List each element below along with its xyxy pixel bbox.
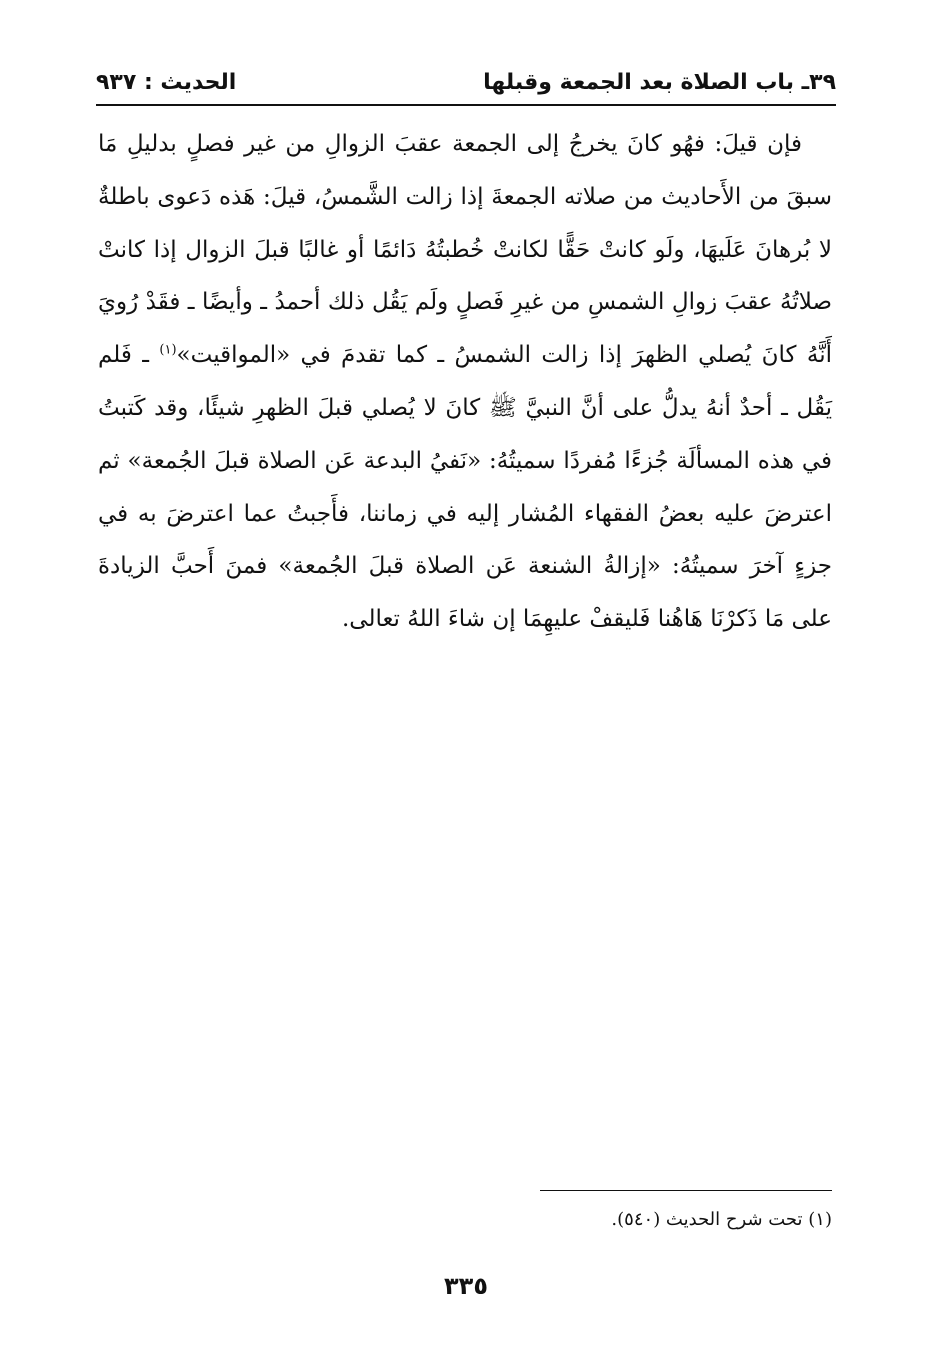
main-text	[98, 118, 832, 646]
page-number: ٣٣٥	[444, 1272, 488, 1300]
hadith-number: الحديث : ٩٣٧	[96, 69, 237, 95]
footnote: (١) تحت شرح الحديث (٥٤٠).	[611, 1209, 832, 1230]
footnote-reference: (١)	[159, 342, 177, 358]
body-paragraph	[98, 118, 832, 646]
page-header	[96, 62, 836, 102]
chapter-title: ٣٩ـ باب الصلاة بعد الجمعة وقبلها	[483, 69, 836, 95]
footnote-divider	[540, 1190, 832, 1191]
body-text-part-2: ـ فَلم يَقُل ـ أحدٌ أنهُ يدلُّ على أنَّ النبيَّ ﷺ كانَ لا يُصلي قبلَ الظهرِ شيئًا، وقد كَتبتُ في هذه المسألَة جُزءًا مُفردًا سميتُهُ: «نَفيُ البدعة عَن الصلاة قبلَ الجُمعة» ثم اعترضَ عليه بعضُ الفقهاء المُشار إليه في زماننا، فأَجبتُ عما اعترضَ به في جزءٍ آخرَ سميتُهُ: «إزالةُ الشنعة عَن الصلاة قبلَ الجُمعة» فمنَ أَحبَّ الزيادةَ على مَا ذَكرْنَا هَاهُنا فَليقفْ عليهِمَا إن شاءَ اللهُ تعالى.	[98, 342, 832, 633]
body-text-part-1: فإن قيلَ: فهُو كانَ يخرجُ إلى الجمعة عقبَ الزوالِ من غير فصلٍ بدليلِ مَا سبقَ من الأَحاديث من صلاته الجمعةَ إذا زالت الشَّمسُ، قيلَ: هَذه دَعوى باطلةٌ لا بُرهانَ عَلَيهَا، ولَو كانتْ حَقًّا لكانتْ خُطبتُهُ دَائمًا أو غالبًا قبلَ الزوال إذا كانتْ صلاتُهُ عقبَ زوالِ الشمسِ من غيرِ فَصلٍ ولَم يَقُل ذلك أحمدُ ـ وأيضًا ـ فقَدْ رُويَ أَنَّهُ كانَ يُصلي الظهرَ إذا زالت الشمسُ ـ كما تقدمَ في «المواقيت»	[98, 131, 832, 369]
header-divider	[96, 104, 836, 106]
